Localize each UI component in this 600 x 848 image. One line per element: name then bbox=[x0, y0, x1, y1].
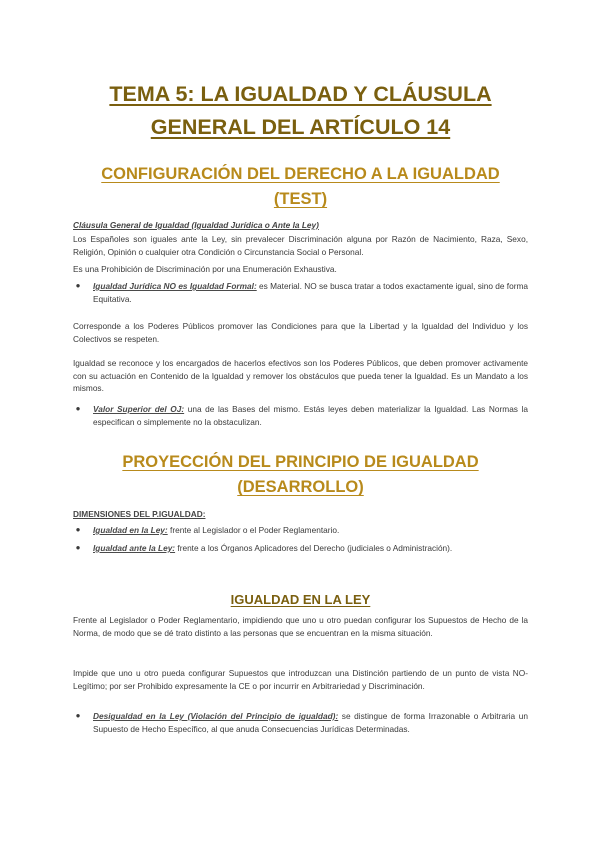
list-item bbox=[75, 710, 528, 735]
bullet-icon: ● bbox=[75, 525, 81, 534]
paragraph: Igualdad se reconoce y los encargados de hacerlos efectivos son los Poderes Públicos, que deben promover activamente con su actuación en Contenido de la Igualdad y remover los obstáculos que pueda tener la Igualdad. Es un Mandato a los mismos. bbox=[73, 358, 528, 393]
paragraph: Es una Prohibición de Discriminación por una Enumeración Exhaustiva. bbox=[73, 264, 337, 274]
bullet-icon: ● bbox=[75, 281, 81, 290]
bullet-icon: ● bbox=[75, 543, 81, 552]
list-item-lead: Desigualdad en la Ley (Violación del Principio de igualdad): bbox=[93, 711, 339, 721]
list-item bbox=[75, 280, 528, 305]
list-item-text: frente al Legislador o el Poder Reglamentario. bbox=[167, 525, 340, 535]
section-heading-proyeccion: PROYECCIÓN DEL PRINCIPIO DE IGUALDAD (DESARROLLO) bbox=[122, 453, 479, 496]
list-item-lead: Igualdad en la Ley: bbox=[93, 525, 168, 535]
list-item bbox=[75, 524, 528, 537]
paragraph: Corresponde a los Poderes Públicos promover las Condiciones para que la Libertad y la Igualdad del Individuo y los Colectivos se respeten. bbox=[73, 321, 528, 344]
paragraph: Impide que uno u otro pueda configurar Supuestos que introduzcan una Distinción partiendo de un punto de vista NO-Legítimo; por ser Prohibido expresamente la CE o por incurrir en Arbitrariedad y Discriminación. bbox=[73, 668, 528, 691]
subheading-dimensiones-text: DIMENSIONES DEL P.IGUALDAD: bbox=[73, 509, 206, 519]
list-item-text: una de las Bases del mismo. Estás leyes deben materializar la Igualdad. Las Normas la especifican o simplemente no la obstaculizan. bbox=[93, 404, 528, 427]
list-item-lead: Igualdad Jurídica NO es Igualdad Formal: bbox=[93, 281, 257, 291]
paragraph: Los Españoles son iguales ante la Ley, sin prevalecer Discriminación alguna por Razón de Nacimiento, Raza, Sexo, Religión, Opinión o cualquier otra Condición o Circunstancia Social o Personal. bbox=[73, 234, 528, 257]
section-heading-configuracion: CONFIGURACIÓN DEL DERECHO A LA IGUALDAD (TEST) bbox=[101, 165, 500, 208]
bullet-icon: ● bbox=[75, 404, 81, 413]
list-item bbox=[75, 542, 528, 555]
paragraph: Frente al Legislador o Poder Reglamentario, impidiendo que uno u otro puedan configurar los Supuestos de Hecho de la Norma, de modo que se dé trato distinto a las personas que se encuentran en la misma situación. bbox=[73, 615, 528, 638]
subheading-dimensiones bbox=[73, 508, 528, 521]
subheading-clausula bbox=[73, 219, 528, 232]
list-item-text: frente a los Órganos Aplicadores del Derecho (judiciales o Administración). bbox=[175, 543, 453, 553]
bullet-icon: ● bbox=[75, 711, 81, 720]
list-item-lead: Valor Superior del OJ: bbox=[93, 404, 185, 414]
list-item bbox=[75, 403, 528, 428]
list-item-lead: Igualdad ante la Ley: bbox=[93, 543, 176, 553]
document-title: TEMA 5: LA IGUALDAD Y CLÁUSULA GENERAL DEL ARTÍCULO 14 bbox=[109, 82, 492, 139]
list-item-text: se distingue de forma Irrazonable o Arbitraria un Supuesto de Hecho Específico, al que anuda Consecuencias Jurídicas Determinadas. bbox=[93, 711, 528, 734]
subheading-clausula-text: Cláusula General de Igualdad (Igualdad Jurídica o Ante la Ley) bbox=[73, 220, 319, 230]
section-heading-igualdad-en-la-ley: IGUALDAD EN LA LEY bbox=[230, 592, 371, 607]
list-item-text: es Material. NO se busca tratar a todos exactamente igual, sino de forma Equitativa. bbox=[93, 281, 528, 304]
